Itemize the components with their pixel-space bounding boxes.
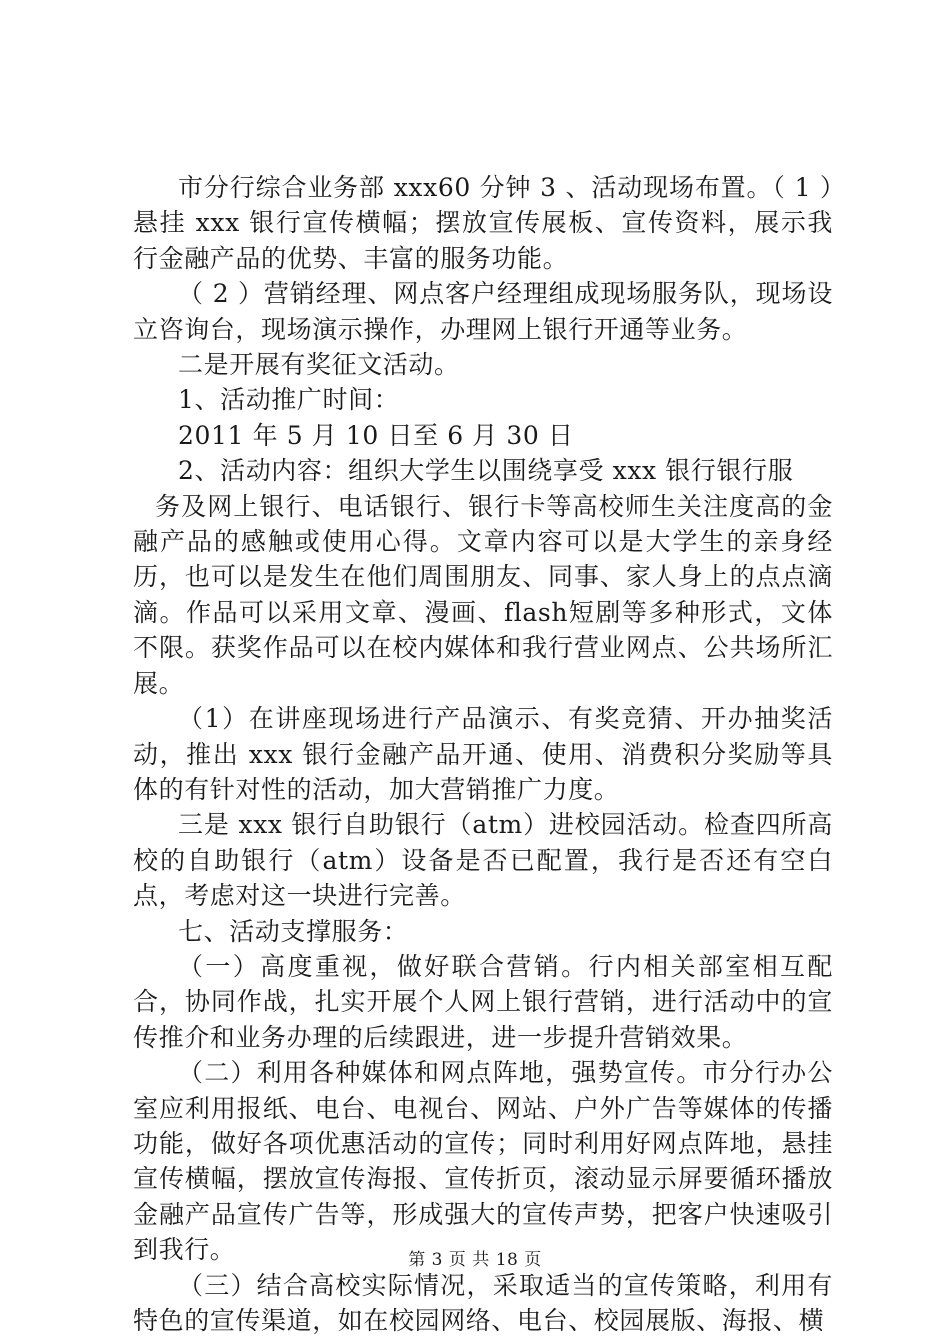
page-number-footer: 第 3 页 共 18 页 [408, 1250, 542, 1270]
paragraph: 市分行综合业务部 xxx60 分钟 3 、活动现场布置。（ 1 ）悬挂 xxx 银行宣传横幅；摆放宣传展板、宣传资料，展示我行金融产品的优势、丰富的服务功能。 [133, 173, 833, 273]
paragraph: 2、活动内容：组织大学生以围绕享受 xxx 银行银行服 [178, 456, 794, 486]
paragraph: （二）利用各种媒体和网点阵地，强势宣传。市分行办公室应利用报纸、电台、电视台、网站、户外广告等媒体的传播功能，做好各项优惠活动的宣传；同时利用好网点阵地，悬挂宣传横幅，摆放宣传海报、宣传折页，滚动显示屏要循环播放金融产品宣传广告等，形成强大的宣传声势，把客户快速吸引到我行。 [133, 1058, 833, 1265]
paragraph: （三）结合高校实际情况，采取适当的宣传策略，利用有特色的宣传渠道，如在校园网络、电台、校园展版、海报、横 [133, 1270, 833, 1335]
paragraph: 务及网上银行、电话银行、银行卡等高校师生关注度高的金融产品的感触或使用心得。文章内容可以是大学生的亲身经历，也可以是发生在他们周围朋友、同事、家人身上的点点滴滴。作品可以采用文章、漫画、flash短剧等多种形式，文体不限。获奖作品可以在校内媒体和我行营业网点、公共场所汇展。 [133, 491, 833, 698]
paragraph: 二是开展有奖征文活动。 [178, 350, 460, 380]
paragraph: 2011 年 5 月 10 日至 6 月 30 日 [178, 420, 574, 450]
paragraph: （ 2 ）营销经理、网点客户经理组成现场服务队，现场设立咨询台，现场演示操作，办理网上银行开通等业务。 [133, 279, 833, 344]
paragraph: 七、活动支撑服务： [178, 916, 409, 946]
paragraph: 1、活动推广时间： [178, 385, 400, 415]
document-body [133, 170, 833, 1338]
paragraph: （一）高度重视，做好联合营销。行内相关部室相互配合，协同作战，扎实开展个人网上银行营销，进行活动中的宣传推介和业务办理的后续跟进，进一步提升营销效果。 [133, 951, 833, 1052]
paragraph: 三是 xxx 银行自助银行（atm）进校园活动。检查四所高校的自助银行（atm）设备是否已配置，我行是否还有空白点，考虑对这一块进行完善。 [133, 810, 833, 911]
paragraph: （1）在讲座现场进行产品演示、有奖竞猜、开办抽奖活动，推出 xxx 银行金融产品开通、使用、消费积分奖励等具体的有针对性的活动，加大营销推广力度。 [133, 704, 833, 804]
